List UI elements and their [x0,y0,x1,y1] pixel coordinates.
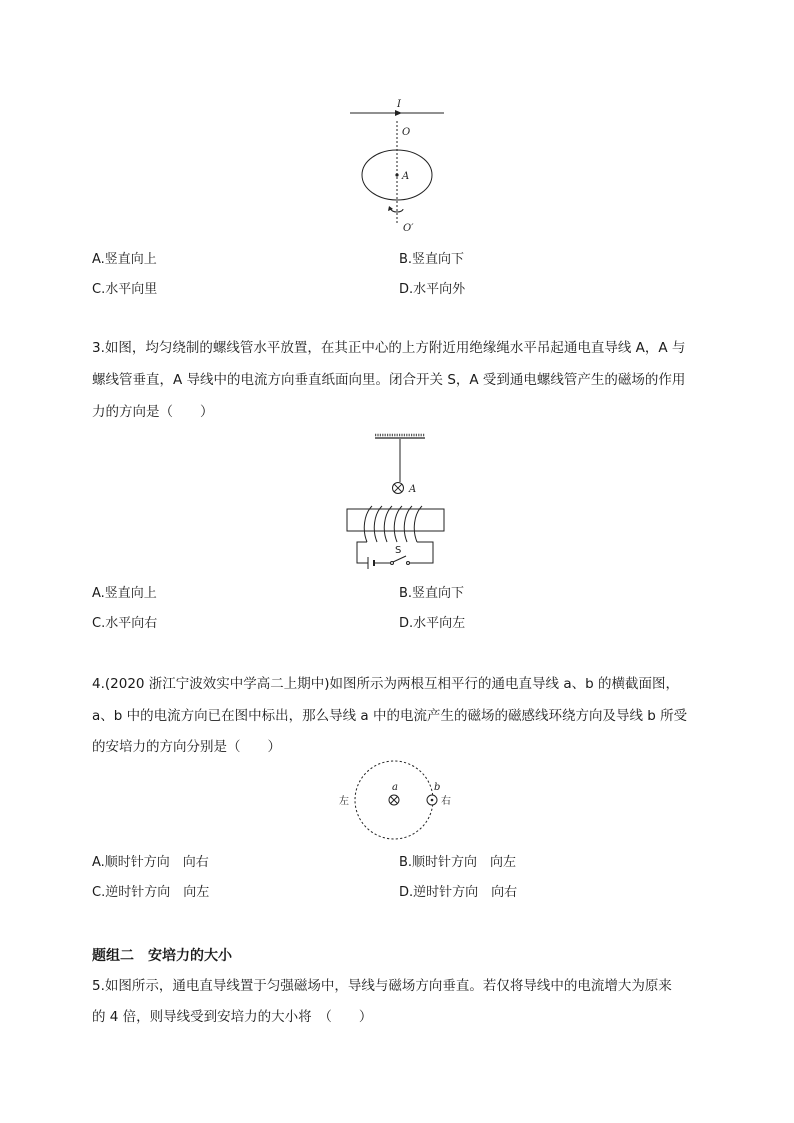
right-direction-label: 右 [441,796,451,807]
q3-stem-line-2: 螺线管垂直，A 导线中的电流方向垂直纸面向里。闭合开关 S，A 受到通电螺线管产生的磁场的作用 [92,372,686,388]
current-label: I [397,99,401,110]
q4-option-d[interactable]: D.逆时针方向 向右 [399,885,518,900]
figure-ring-wire [340,95,450,237]
wire-a-label: a [392,782,398,793]
q2-option-c[interactable]: C.水平向里 [92,282,158,297]
section-heading: 题组二 安培力的大小 [92,948,232,964]
q2-option-d[interactable]: D.水平向外 [399,282,466,297]
switch-label: S [395,545,402,556]
q4-option-b[interactable]: B.顺时针方向 向左 [399,855,517,870]
q3-option-c[interactable]: C.水平向右 [92,616,158,631]
ceiling-hatch [375,435,425,438]
q4-stem-line-1: 4.(2020 浙江宁波效实中学高二上期中)如图所示为两根互相平行的通电直导线 a、b 的横截面图， [92,676,679,692]
q3-option-d[interactable]: D.水平向左 [399,616,466,631]
rotation-arrowhead [388,206,393,211]
figure-parallel-wires [335,760,465,845]
q3-stem-line-3: 力的方向是（ ） [92,404,214,420]
center-point [395,173,398,176]
q4-stem-line-2: a、b 中的电流方向已在图中标出，那么导线 a 中的电流产生的磁场的磁感线环绕方向及导线 b 所受 [92,708,688,724]
q2-option-b[interactable]: B.竖直向下 [399,252,465,267]
q4-option-c[interactable]: C.逆时针方向 向左 [92,885,210,900]
switch-icon [391,556,415,565]
figure-solenoid [340,430,455,570]
q5-stem-line-1: 5.如图所示，通电直导线置于匀强磁场中，导线与磁场方向垂直。若仅将导线中的电流增大为原来 [92,978,672,994]
q3-option-a[interactable]: A.竖直向上 [92,586,157,601]
q5-stem-line-2: 的 4 倍，则导线受到安培力的大小将 （ ） [92,1009,373,1025]
q4-stem-line-3: 的安培力的方向分别是（ ） [92,739,281,755]
axis-bottom-label: O′ [403,223,414,234]
center-label: A [402,171,410,182]
left-direction-label: 左 [339,796,349,807]
q3-stem-line-1: 3.如图，均匀绕制的螺线管水平放置，在其正中心的上方附近用绝缘绳水平吊起通电直导线 A，A 与 [92,340,686,356]
q2-option-a[interactable]: A.竖直向上 [92,252,157,267]
battery-icon [368,557,374,569]
current-arrow [395,110,402,116]
wire-b-label: b [434,782,441,793]
q3-option-b[interactable]: B.竖直向下 [399,586,465,601]
axis-top-label: O [402,127,411,138]
solenoid-coil [364,506,422,542]
q4-option-a[interactable]: A.顺时针方向 向右 [92,855,209,870]
wire-A-label: A [409,484,417,495]
